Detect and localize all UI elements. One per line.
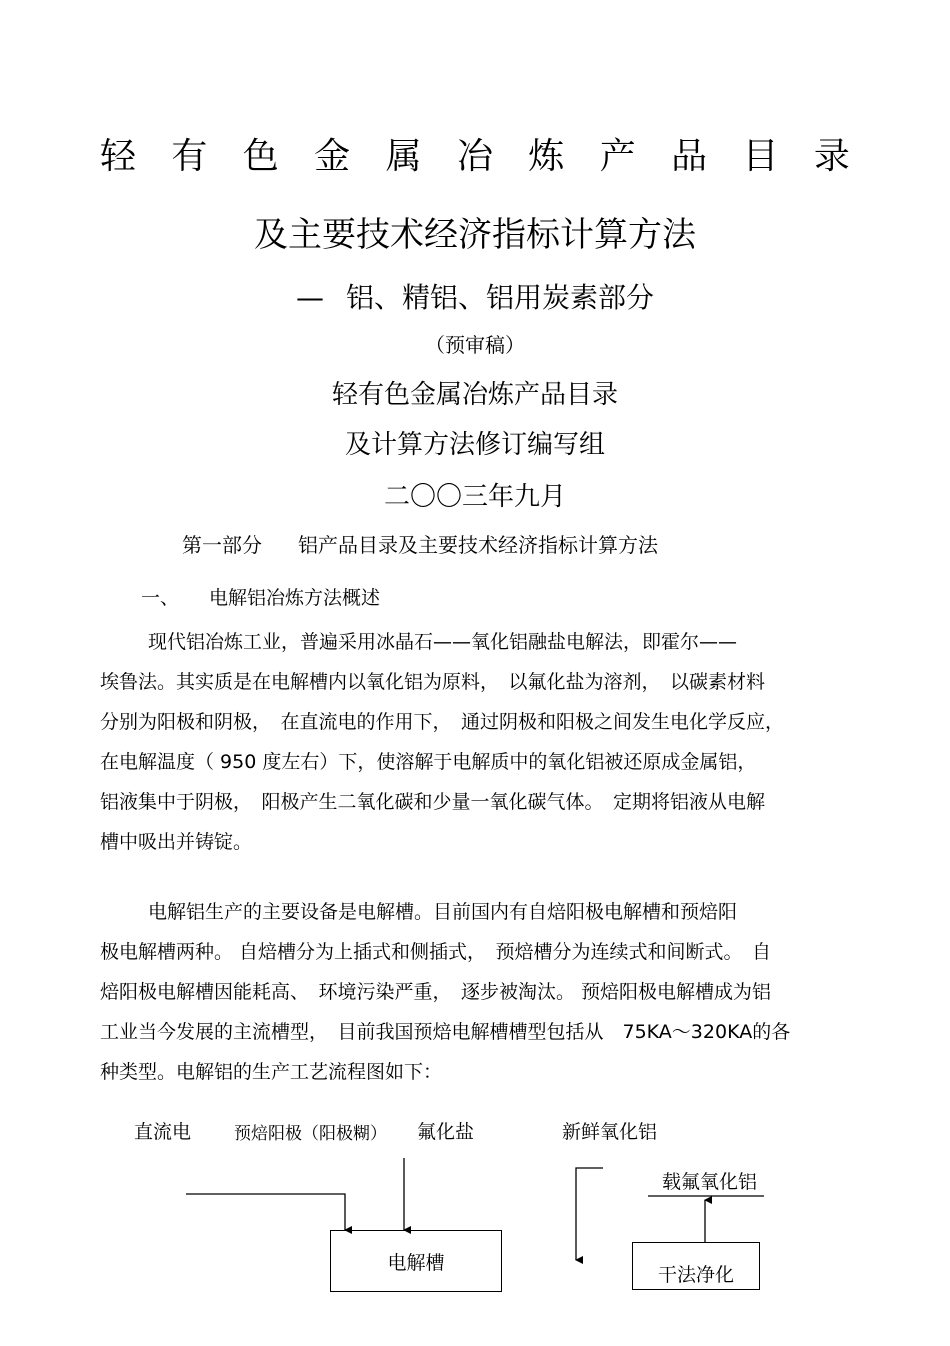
paragraph-line: 埃鲁法。其实质是在电解槽内以氧化铝为原料， 以氟化盐为溶剂， 以碳素材料 — [100, 671, 766, 693]
dry-scrubber-box — [632, 1242, 760, 1290]
document-title-line1 — [100, 132, 850, 182]
flow-input-fluoride: 氟化盐 — [417, 1121, 475, 1143]
electrolytic-cell-box — [330, 1230, 502, 1292]
title-char: 目 — [742, 136, 779, 177]
subtitle-dash: — — [295, 281, 324, 314]
electrolytic-cell-label: 电解槽 — [387, 1251, 445, 1274]
section-number: 一、 — [141, 587, 180, 609]
subtitle-text: 铝、精铝、铝用炭素部分 — [345, 281, 654, 314]
title-char: 品 — [671, 136, 708, 177]
paragraph-line: 电解铝生产的主要设备是电解槽。目前国内有自焙阳极电解槽和预焙阳 — [148, 901, 738, 923]
section-heading — [141, 583, 380, 613]
paragraph-line: 种类型。电解铝的生产工艺流程图如下： — [100, 1061, 443, 1083]
paragraph-1 — [100, 622, 850, 862]
paragraph-line: 现代铝冶炼工业，普遍采用冰晶石——氧化铝融盐电解法，即霍尔—— — [148, 631, 738, 653]
dc-power-arrow — [186, 1194, 345, 1230]
title-char: 冶 — [456, 136, 493, 177]
part-title: 铝产品目录及主要技术经济指标计算方法 — [298, 533, 658, 557]
title-char: 有 — [171, 136, 208, 177]
title-char: 属 — [385, 136, 422, 177]
paragraph-line: 分别为阳极和阴极， 在直流电的作用下， 通过阴极和阳极之间发生电化学反应， — [100, 711, 785, 733]
part-label: 第一部分 — [182, 533, 262, 557]
author-group-line2: 及计算方法修订编写组 — [344, 430, 605, 460]
paragraph-2 — [100, 892, 850, 1092]
paragraph-line: 槽中吸出并铸锭。 — [100, 831, 253, 853]
title-char: 金 — [314, 136, 351, 177]
document-title-line2: 及主要技术经济指标计算方法 — [254, 215, 696, 255]
flow-loaded-alumina-label: 载氟氧化铝 — [662, 1171, 758, 1193]
draft-label: （预审稿） — [425, 333, 525, 357]
title-char: 录 — [813, 136, 850, 177]
process-flow-diagram — [0, 1110, 950, 1346]
flow-input-fresh-alumina: 新鲜氧化铝 — [562, 1121, 658, 1143]
title-char: 产 — [599, 136, 636, 177]
paragraph-line: 铝液集中于阴极， 阳极产生二氧化碳和少量一氧化碳气体。 定期将铝液从电解 — [100, 791, 766, 813]
section-title: 电解铝冶炼方法概述 — [209, 587, 381, 609]
paragraph-line: 焙阳极电解槽因能耗高、 环境污染严重， 逐步被淘汰。 预焙阳极电解槽成为铝 — [100, 981, 772, 1003]
document-date: 二〇〇三年九月 — [383, 482, 566, 512]
title-char: 色 — [242, 136, 279, 177]
dry-scrubber-label: 干法净化 — [657, 1264, 734, 1286]
flow-input-anode: 预焙阳极（阳极糊） — [234, 1124, 387, 1144]
paragraph-line: 极电解槽两种。 自焙槽分为上插式和侧插式， 预焙槽分为连续式和间断式。 自 — [100, 941, 772, 963]
fresh-alumina-arrow — [576, 1168, 603, 1260]
paragraph-line: 工业当今发展的主流槽型， 目前我国预焙电解槽槽型包括从 75KA～320KA的各 — [100, 1021, 791, 1043]
document-subtitle — [0, 276, 950, 320]
part-heading — [182, 530, 658, 560]
author-group-line1: 轻有色金属冶炼产品目录 — [331, 380, 618, 410]
flow-input-dc-power: 直流电 — [134, 1121, 192, 1143]
title-char: 炼 — [528, 136, 565, 177]
paragraph-line: 在电解温度（ 950 度左右）下，使溶解于电解质中的氧化铝被还原成金属铝， — [100, 751, 757, 773]
title-char: 轻 — [100, 136, 137, 177]
